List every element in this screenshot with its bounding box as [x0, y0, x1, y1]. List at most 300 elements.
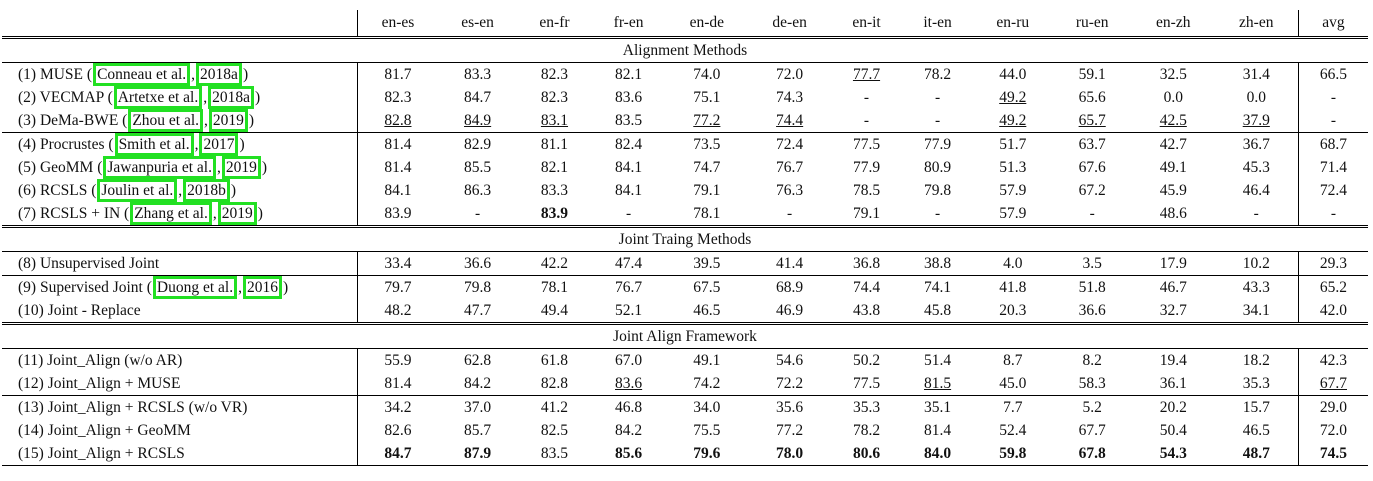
score-cell [438, 349, 517, 373]
score-value: 45.3 [1242, 158, 1270, 176]
avg-cell [1298, 202, 1368, 227]
score-value: 73.5 [693, 135, 721, 153]
score-value: 46.7 [1159, 278, 1187, 296]
score-value: 79.6 [693, 444, 721, 462]
score-cell [831, 299, 902, 324]
score-value: 83.6 [615, 88, 643, 106]
avg-cell [1298, 276, 1368, 300]
score-value: 49.1 [1159, 158, 1187, 176]
score-cell [665, 442, 748, 466]
score-value: 43.3 [1242, 278, 1270, 296]
score-cell [902, 86, 973, 109]
score-value: 81.4 [384, 158, 412, 176]
score-cell [517, 442, 591, 466]
score-value: 71.4 [1319, 158, 1347, 176]
citation-year-link[interactable]: 2018b [183, 179, 230, 202]
score-value: - [934, 111, 941, 129]
score-cell [358, 133, 438, 157]
score-cell [1215, 252, 1299, 276]
section-header-row [2, 324, 1368, 349]
score-cell [831, 252, 902, 276]
score-cell [665, 63, 748, 87]
score-cell [438, 442, 517, 466]
score-cell [973, 202, 1052, 227]
score-value: 77.5 [852, 135, 881, 153]
score-value: 77.9 [923, 135, 952, 153]
score-value: 35.3 [1242, 374, 1270, 392]
score-cell [438, 252, 517, 276]
score-value: 84.9 [464, 111, 492, 129]
score-value: 83.9 [384, 204, 412, 222]
score-value: 67.7 [1319, 374, 1347, 392]
score-cell [517, 349, 591, 373]
score-value: 35.3 [852, 398, 881, 416]
score-value: 49.4 [540, 301, 569, 319]
score-value: 79.8 [464, 278, 492, 296]
score-value: 82.8 [384, 111, 412, 129]
score-value: 36.6 [464, 254, 492, 272]
score-cell [358, 179, 438, 202]
score-value: 84.7 [384, 444, 412, 462]
score-value: 46.5 [1242, 421, 1270, 439]
score-cell [973, 156, 1052, 179]
method-label-tail: ) [282, 279, 289, 296]
score-value: 17.9 [1159, 254, 1187, 272]
score-value: 76.7 [615, 278, 643, 296]
score-value: 78.2 [852, 421, 881, 439]
citation-authors-link[interactable]: Smith et al. [115, 133, 194, 156]
score-value: - [1089, 204, 1095, 222]
score-cell [1215, 299, 1299, 324]
table-row [2, 276, 1368, 300]
method-label [2, 419, 358, 442]
score-cell [517, 156, 591, 179]
method-name: (8) Unsupervised Joint [18, 254, 160, 272]
score-value: - [863, 111, 870, 129]
method-name: (5) GeoMM ( [18, 159, 103, 176]
score-value: 74.3 [776, 88, 804, 106]
score-cell [1132, 299, 1215, 324]
citation-year-link[interactable]: 2017 [199, 133, 238, 156]
score-value: 65.6 [1078, 88, 1106, 106]
score-value: 34.2 [384, 398, 412, 416]
score-cell [517, 396, 591, 420]
score-value: 19.4 [1159, 351, 1187, 369]
avg-cell [1298, 133, 1368, 157]
score-cell [438, 372, 517, 396]
score-cell [592, 109, 666, 133]
score-cell [517, 252, 591, 276]
score-cell [665, 372, 748, 396]
score-value: 82.3 [540, 65, 569, 83]
citation-year-link[interactable]: 2018a [196, 63, 242, 86]
score-value: 51.4 [923, 351, 952, 369]
score-cell [1052, 396, 1131, 420]
score-value: 46.5 [693, 301, 721, 319]
score-cell [831, 133, 902, 157]
avg-cell [1298, 252, 1368, 276]
score-value: 75.5 [693, 421, 721, 439]
avg-cell [1298, 442, 1368, 466]
score-cell [665, 202, 748, 227]
score-cell [438, 109, 517, 133]
method-label: (5) GeoMM ( Jawanpuria et al. , 2019 ) [2, 156, 358, 179]
score-cell [831, 276, 902, 300]
score-value: 42.0 [1319, 301, 1347, 319]
score-value: 67.2 [1078, 181, 1106, 199]
score-cell [1132, 396, 1215, 420]
score-cell [438, 179, 517, 202]
col-header: ru-en [1075, 14, 1109, 32]
score-cell [517, 202, 591, 227]
score-value: 42.5 [1159, 111, 1187, 129]
score-value: 59.8 [999, 444, 1027, 462]
score-value: 57.9 [999, 204, 1027, 222]
score-value: 37.0 [464, 398, 492, 416]
score-cell [1052, 299, 1131, 324]
score-cell [902, 252, 973, 276]
score-cell [1215, 133, 1299, 157]
score-cell [592, 63, 666, 87]
score-value: - [1330, 88, 1337, 106]
score-cell [748, 109, 831, 133]
col-header: it-en [923, 14, 952, 32]
score-value: 65.7 [1078, 111, 1106, 129]
score-cell [831, 202, 902, 227]
score-cell [358, 156, 438, 179]
score-cell [902, 156, 973, 179]
score-value: 41.4 [776, 254, 804, 272]
col-header: en-es [358, 10, 438, 38]
score-value: 3.5 [1082, 254, 1102, 272]
method-name: (14) Joint_Align + GeoMM [18, 421, 191, 439]
method-name: (12) Joint_Align + MUSE [18, 374, 181, 392]
score-value: 34.0 [693, 398, 721, 416]
score-value: 68.9 [776, 278, 804, 296]
table-row [2, 442, 1368, 466]
score-cell [358, 276, 438, 300]
score-cell [358, 419, 438, 442]
score-cell [973, 396, 1052, 420]
score-value: - [787, 204, 793, 222]
score-value: 72.0 [1319, 421, 1347, 439]
score-value: 67.6 [1078, 158, 1106, 176]
avg-cell [1298, 86, 1368, 109]
score-cell [1215, 396, 1299, 420]
score-cell [592, 133, 666, 157]
score-value: 47.7 [464, 301, 492, 319]
score-value: 55.9 [384, 351, 412, 369]
citation-authors-link[interactable]: Zhang et al. [130, 202, 212, 225]
score-cell [358, 442, 438, 466]
score-value: 80.9 [923, 158, 952, 176]
citation-authors-link[interactable]: Jawanpuria et al. [103, 156, 216, 179]
score-value: 0.0 [1163, 88, 1183, 106]
score-cell [1215, 349, 1299, 373]
score-cell [831, 372, 902, 396]
score-cell [438, 419, 517, 442]
table-row [2, 133, 1368, 157]
table-row [2, 252, 1368, 276]
score-value: 38.8 [923, 254, 952, 272]
score-value: 49.1 [693, 351, 721, 369]
score-cell [973, 372, 1052, 396]
score-value: 48.2 [384, 301, 412, 319]
score-value: 83.6 [615, 374, 643, 392]
method-label [2, 396, 358, 420]
citation-authors-link[interactable]: Zhou et al. [128, 109, 203, 132]
score-value: 67.8 [1078, 444, 1106, 462]
score-cell [902, 442, 973, 466]
method-label: (1) MUSE ( Conneau et al. , 2018a ) [2, 63, 358, 87]
avg-cell [1298, 179, 1368, 202]
citation-year-link[interactable]: 2018a [208, 86, 254, 109]
score-cell [1052, 156, 1131, 179]
score-cell [592, 372, 666, 396]
score-cell [1052, 63, 1131, 87]
citation-year-link[interactable]: 2016 [243, 276, 282, 299]
score-value: 83.3 [464, 65, 492, 83]
score-cell [831, 86, 902, 109]
score-value: 84.7 [464, 88, 492, 106]
score-cell [1052, 133, 1131, 157]
score-value: 79.1 [852, 204, 881, 222]
score-cell [831, 442, 902, 466]
score-value: - [934, 204, 941, 222]
method-label-tail: ) [242, 66, 249, 83]
table-row [2, 86, 1368, 109]
score-value: 35.6 [776, 398, 804, 416]
score-cell [902, 372, 973, 396]
score-cell [831, 349, 902, 373]
score-cell [973, 419, 1052, 442]
citation-authors-link[interactable]: Conneau et al. [93, 63, 190, 86]
method-label-tail: ) [248, 112, 255, 129]
score-value: 72.4 [776, 135, 804, 153]
citation-year-link[interactable]: 2019 [209, 109, 248, 132]
avg-cell [1298, 372, 1368, 396]
score-cell [973, 299, 1052, 324]
method-name: (6) RCSLS ( [18, 182, 97, 199]
score-cell [358, 109, 438, 133]
score-cell [831, 156, 902, 179]
method-label [2, 252, 358, 276]
score-value: - [863, 88, 870, 106]
score-value: 42.2 [540, 254, 569, 272]
score-cell [517, 109, 591, 133]
score-value: 82.5 [540, 421, 569, 439]
method-name: (11) Joint_Align (w/o AR) [18, 351, 183, 369]
avg-cell [1298, 156, 1368, 179]
score-cell [973, 349, 1052, 373]
score-cell [902, 299, 973, 324]
score-value: 83.1 [540, 111, 569, 129]
score-value: 84.0 [923, 444, 952, 462]
score-cell [973, 442, 1052, 466]
score-cell [973, 252, 1052, 276]
table-row [2, 202, 1368, 227]
method-label-tail: ) [261, 159, 268, 176]
score-cell [1132, 179, 1215, 202]
score-value: 32.5 [1159, 65, 1187, 83]
score-cell [1132, 133, 1215, 157]
score-cell [748, 133, 831, 157]
score-cell [748, 349, 831, 373]
score-cell [1052, 442, 1131, 466]
score-value: 54.3 [1159, 444, 1187, 462]
score-value: 36.6 [1078, 301, 1106, 319]
score-cell [748, 396, 831, 420]
method-label [2, 372, 358, 396]
score-cell [358, 252, 438, 276]
score-cell [748, 372, 831, 396]
score-value: 82.1 [540, 158, 569, 176]
avg-cell [1298, 396, 1368, 420]
score-cell [831, 109, 902, 133]
score-cell [592, 419, 666, 442]
score-value: 82.4 [615, 135, 643, 153]
score-value: 81.1 [540, 135, 569, 153]
score-value: 87.9 [464, 444, 492, 462]
score-cell [1215, 202, 1299, 227]
score-value: 15.7 [1242, 398, 1270, 416]
score-cell [592, 179, 666, 202]
score-cell [665, 276, 748, 300]
citation-authors-link[interactable]: Duong et al. [153, 276, 237, 299]
method-name: (7) RCSLS + IN ( [18, 205, 130, 222]
score-cell [1215, 419, 1299, 442]
score-cell [517, 372, 591, 396]
score-cell [592, 156, 666, 179]
score-cell [438, 156, 517, 179]
score-cell [1132, 252, 1215, 276]
score-cell [1132, 63, 1215, 87]
col-header: en-fr [539, 14, 570, 32]
col-header-avg: avg [1298, 10, 1368, 38]
method-name: (13) Joint_Align + RCSLS (w/o VR) [18, 398, 248, 416]
score-cell [902, 396, 973, 420]
score-value: 46.4 [1242, 181, 1270, 199]
score-value: 85.5 [464, 158, 492, 176]
score-value: 77.9 [852, 158, 881, 176]
score-cell [1215, 276, 1299, 300]
avg-cell [1298, 109, 1368, 133]
score-value: 76.7 [776, 158, 804, 176]
score-cell [438, 202, 517, 227]
score-cell [902, 109, 973, 133]
method-name: (15) Joint_Align + RCSLS [18, 444, 185, 462]
score-cell [902, 63, 973, 87]
score-value: 68.7 [1319, 135, 1347, 153]
method-label: (4) Procrustes ( Smith et al. , 2017 ) [2, 133, 358, 157]
score-value: 49.2 [999, 111, 1027, 129]
score-cell [1132, 349, 1215, 373]
score-value: 84.1 [384, 181, 412, 199]
score-cell [665, 299, 748, 324]
citation-year-link[interactable]: 2019 [218, 202, 257, 225]
score-value: 75.1 [693, 88, 721, 106]
score-value: 79.8 [923, 181, 952, 199]
table-row [2, 299, 1368, 324]
col-header: en-ru [996, 14, 1030, 32]
score-cell [1052, 202, 1131, 227]
method-label: (7) RCSLS + IN ( Zhang et al. , 2019 ) [2, 202, 358, 227]
score-value: 83.3 [540, 181, 569, 199]
score-value: 78.1 [540, 278, 569, 296]
results-table [2, 10, 1368, 466]
score-value: 79.7 [384, 278, 412, 296]
score-value: 82.1 [615, 65, 643, 83]
score-value: 18.2 [1242, 351, 1270, 369]
score-cell [592, 442, 666, 466]
citation-year-link[interactable]: 2019 [222, 156, 261, 179]
score-value: 65.2 [1319, 278, 1347, 296]
score-value: 51.8 [1078, 278, 1106, 296]
score-cell [1132, 109, 1215, 133]
score-cell [748, 299, 831, 324]
method-label: (3) DeMa-BWE ( Zhou et al. , 2019 ) [2, 109, 358, 133]
method-name: (9) Supervised Joint ( [18, 279, 152, 296]
score-value: 74.4 [776, 111, 804, 129]
score-value: 78.0 [776, 444, 804, 462]
score-cell [748, 156, 831, 179]
citation-authors-link[interactable]: Artetxe et al. [114, 86, 202, 109]
score-cell [1215, 179, 1299, 202]
score-cell [358, 299, 438, 324]
score-cell [1132, 202, 1215, 227]
score-value: 74.4 [852, 278, 881, 296]
score-value: 43.8 [852, 301, 881, 319]
score-value: 45.8 [923, 301, 952, 319]
score-value: 67.5 [693, 278, 721, 296]
score-value: 35.1 [923, 398, 952, 416]
score-value: 82.8 [540, 374, 569, 392]
score-value: 62.8 [464, 351, 492, 369]
col-header: en-zh [1156, 14, 1191, 32]
score-value: 83.5 [540, 444, 569, 462]
score-value: 76.3 [776, 181, 804, 199]
score-value: 42.3 [1319, 351, 1347, 369]
score-value: 82.3 [540, 88, 569, 106]
method-label-tail: ) [257, 205, 263, 222]
table-row [2, 109, 1368, 133]
score-cell [517, 63, 591, 87]
score-cell [665, 419, 748, 442]
col-header: es-en [461, 14, 494, 32]
score-value: - [475, 204, 481, 222]
score-value: 44.0 [999, 65, 1027, 83]
score-value: 77.7 [852, 65, 881, 83]
score-value: - [934, 88, 941, 106]
method-label [2, 349, 358, 373]
score-cell [438, 396, 517, 420]
col-header: en-it [852, 14, 881, 32]
score-cell [973, 133, 1052, 157]
score-value: 77.2 [693, 111, 721, 129]
citation-authors-link[interactable]: Joulin et al. [97, 179, 177, 202]
score-cell [592, 276, 666, 300]
score-cell [1052, 419, 1131, 442]
section-title: Alignment Methods [2, 38, 1368, 63]
score-cell [973, 63, 1052, 87]
method-label [2, 442, 358, 466]
score-value: 84.1 [615, 158, 643, 176]
method-name: (3) DeMa-BWE ( [18, 112, 128, 129]
score-value: 51.7 [999, 135, 1027, 153]
table-row [2, 63, 1368, 87]
score-cell [748, 63, 831, 87]
score-cell [358, 396, 438, 420]
